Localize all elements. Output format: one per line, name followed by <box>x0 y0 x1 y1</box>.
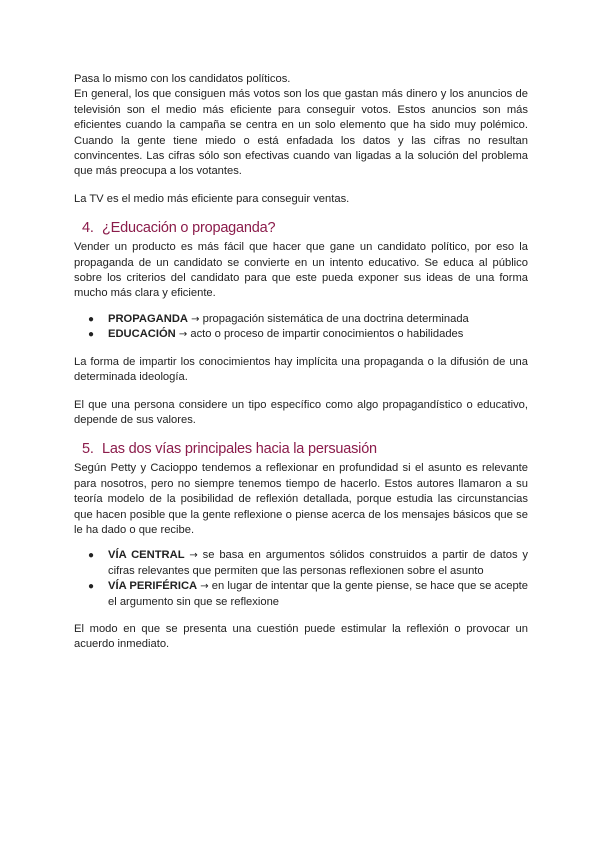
definitions-list <box>74 312 528 343</box>
arrow-right-icon: → <box>189 550 198 562</box>
term-label: VÍA CENTRAL <box>108 549 185 562</box>
section-heading-educacion <box>74 219 528 237</box>
term-label: EDUCACIÓN <box>108 328 176 341</box>
term-label: PROPAGANDA <box>108 312 188 325</box>
paragraph-modo: El modo en que se presenta una cuestión puede estimular la reflexión o provocar un acuerdo inmediato. <box>74 622 528 651</box>
list-item <box>74 579 528 610</box>
bullet-icon: ● <box>88 313 95 325</box>
paragraph-forma: La forma de impartir los conocimientos hay implícita una propaganda o la difusión de una determinada ideología. <box>74 355 528 384</box>
term-label: VÍA PERIFÉRICA <box>108 580 198 593</box>
routes-list <box>74 548 528 610</box>
bullet-icon: ● <box>88 550 95 562</box>
paragraph-valores: El que una persona considere un tipo específico como algo propagandístico o educativo, depende de sus valores. <box>74 398 528 426</box>
section-number: 4. <box>82 220 94 237</box>
term-definition: acto o proceso de impartir conocimientos o habilidades <box>190 328 464 341</box>
document-page <box>74 72 528 653</box>
list-item <box>74 327 528 342</box>
paragraph-votos: En general, los que consiguen más votos son los que gastan más dinero y los anuncios de televisión son el medio más eficiente para conseguir votos. Estos anuncios son más eficientes cuando la campaña se centra en un solo elemento que ha sido muy polémico. Cuando la gente tiene miedo o está enfadada los datos y las cifras no resultan convincentes. Las cifras sólo son efectivas cuando van ligadas a la solución del problema que más preocupa a los votantes. <box>74 88 528 178</box>
section-heading-persuasion <box>74 440 528 458</box>
arrow-right-icon: → <box>200 581 209 593</box>
term-definition: propagación sistemática de una doctrina determinada <box>202 312 469 325</box>
bullet-icon: ● <box>88 329 95 341</box>
list-item <box>74 312 528 327</box>
term-definition: se basa en argumentos sólidos construidos a partir de datos y cifras relevantes que permiten que las personas reflexionen sobre el asunto <box>108 549 528 577</box>
list-item <box>74 548 528 579</box>
section-title: Las dos vías principales hacia la persuasión <box>102 441 377 458</box>
term-definition: en lugar de intentar que la gente piense, se hace que se acepte el argumento sin que se reflexione <box>108 580 529 608</box>
section-title: ¿Educación o propaganda? <box>102 220 276 237</box>
bullet-icon: ● <box>88 581 95 593</box>
paragraph-vender: Vender un producto es más fácil que hacer que gane un candidato político, por eso la propaganda de un candidato se convierte en un intento educativo. Se educa al público sobre los criterios del candidato para que este pueda exponer sus ideas de una forma mucho más clara y eficiente. <box>74 241 528 300</box>
section-number: 5. <box>82 441 94 458</box>
paragraph-tv: La TV es el medio más eficiente para conseguir ventas. <box>74 192 350 205</box>
paragraph-petty: Según Petty y Cacioppo tendemos a reflexionar en profundidad si el asunto es relevante para nosotros, pero no siempre tenemos tiempo de hacerlo. Estos autores llamaron a su teoría modelo de la posibilidad de reflexión detallada, porque estudia las circunstancias que hacen posible que la gente reflexione o piense acerca de los mensajes básicos que se le ha dado o que recibe. <box>74 462 528 536</box>
arrow-right-icon: → <box>191 313 200 325</box>
paragraph-candidatos: Pasa lo mismo con los candidatos políticos. <box>74 73 291 85</box>
arrow-right-icon: → <box>178 329 188 341</box>
